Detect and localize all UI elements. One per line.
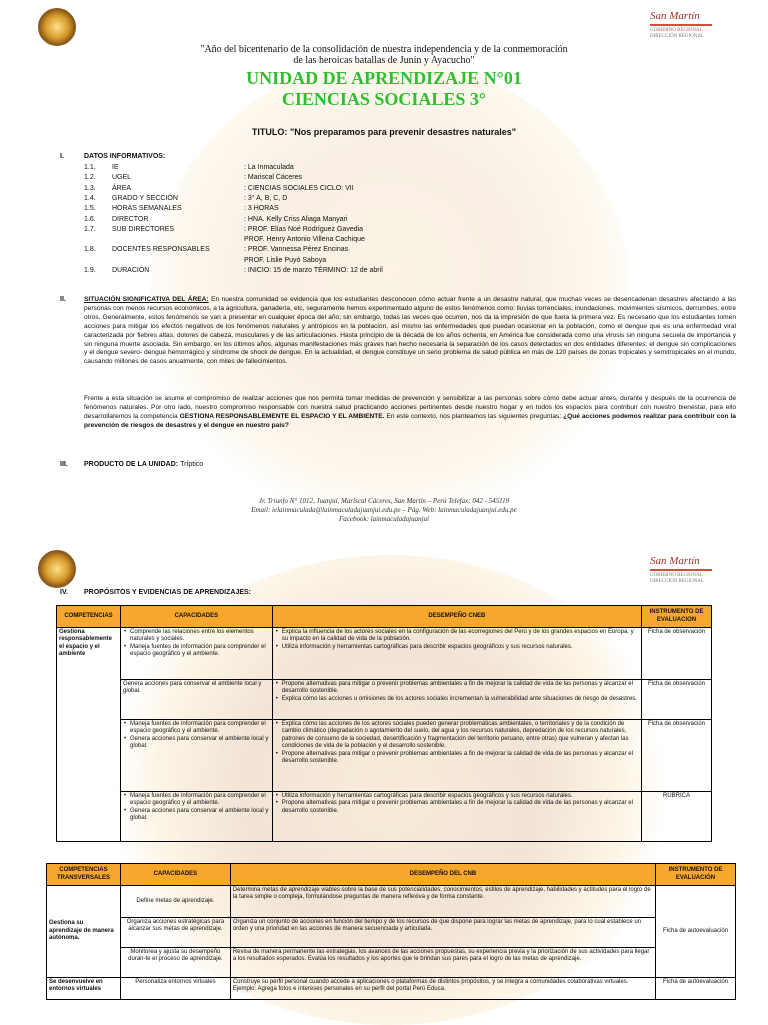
dato-value: PROF. Henry Antonio Villena Cachique bbox=[244, 236, 365, 244]
footer: Jr. Triunfo N° 1012, Juanjuí, Mariscal Cáceres, San Martín – Perú Telefax: 042 - 545119 Email: ielainmaculada@lainmaculadajuanjui.edu.pe – Pág. Web: lainmaculadajuanjui.edu.pe Facebook: lainmaculadajuanjui bbox=[251, 497, 517, 523]
capacidad-cell: Personaliza entornos virtuales bbox=[120, 978, 230, 1000]
col-header: INSTRUMENTO DE EVALUACION bbox=[642, 606, 712, 628]
instrumento-cell: RUBRICA bbox=[642, 792, 712, 842]
col-header: INSTRUMENTO DE EVALUACIÓN bbox=[656, 864, 736, 886]
capacidades-cell: • Maneja fuentes de información para comprender el espacio geográfico y el ambiente. • Genera acciones para conservar el ambiente local y global. bbox=[120, 720, 272, 792]
dato-number: 1.2. bbox=[84, 174, 96, 182]
dato-label: DIRECTOR bbox=[112, 215, 149, 223]
desempeno-cell: • Explica la influencia de los actores sociales en la configuración de las ecorregiones del Perú y de los grandes espacios en Europa, y su impacto en la calidad de vida de la población. • Utiliza información y herramientas cartográficas para describir espacios geográficos y sus recursos naturales. bbox=[272, 628, 641, 680]
dato-label: SUB DIRECTORES bbox=[112, 225, 175, 233]
table-row bbox=[57, 680, 712, 720]
table-header-row bbox=[47, 864, 736, 886]
instrumento-cell: Ficha de observación bbox=[642, 720, 712, 792]
desempeno-cell: • Propone alternativas para mitigar o prevenir problemas ambientales a fin de mejorar la calidad de vida de las personas y alcanzar el desarrollo sostenible. • Explica cómo las acciones u omisiones de los actores sociales incrementan la vulnerabilidad ante situaciones de riesgo de desastres. bbox=[272, 680, 641, 720]
desempeno-cell: Revisa de manera permanente las estrategias, los avances de las acciones propuestas, su experiencia previa y la priorización de sus actividades para llegar a los resultados esperados. Evalúa los resultados y los aportes que le brindan sus pares para el logro de las metas de aprendizaje. bbox=[230, 948, 655, 978]
school-logo bbox=[38, 550, 76, 588]
unit-subtitle: CIENCIAS SOCIALES 3° bbox=[281, 89, 487, 109]
school-logo bbox=[38, 8, 76, 46]
capacidad-cell: Monitorea y ajusta su desempeño duran-te el proceso de aprendizaje. bbox=[120, 948, 230, 978]
competencia-cell: Gestiona responsablemente el espacio y el ambiente bbox=[57, 628, 121, 842]
dato-value: : INICIO: 15 de marzo TÉRMINO: 12 de abril bbox=[244, 267, 383, 274]
table-row bbox=[57, 628, 712, 680]
dato-label: DOCENTES RESPONSABLES bbox=[112, 246, 210, 254]
dato-number: 1.6. bbox=[84, 215, 96, 223]
dato-number: 1.4. bbox=[84, 194, 96, 202]
desempeno-cell: Organiza un conjunto de acciones en función del tiempo y de los recursos de que dispone para lograr las metas de aprendizaje, para lo cual establece un orden y una prioridad en las acciones de manera secuenciada y articulada. bbox=[230, 918, 655, 948]
capacidades-cell: • Maneja fuentes de información para comprender el espacio geográfico y el ambiente. • Genera acciones para conservar el ambiente local y global. bbox=[120, 792, 272, 842]
region-logo: San Martín GOBIERNO REGIONAL DIRECCIÓN REGIONAL bbox=[650, 10, 712, 40]
dato-value: : PROF. Vannessa Pérez Encinas bbox=[244, 246, 349, 254]
competencia-cell: Gestiona su aprendizaje de manera autónoma. bbox=[47, 886, 121, 978]
titulo: TITULO: "Nos preparamos para prevenir desastres naturales" bbox=[251, 127, 517, 137]
dato-value: : HNA. Kelly Criss Aliaga Manyari bbox=[244, 215, 348, 223]
dato-number: 1.9. bbox=[84, 267, 96, 274]
dato-label: IE bbox=[112, 164, 119, 171]
dato-value: PROF. Lislie Puyó Saboya bbox=[244, 256, 327, 264]
col-header: COMPETENCIAS TRANSVERSALES bbox=[47, 864, 121, 886]
desempeno-cell: • Utiliza información y herramientas cartográficas para describir espacios geográficos y sus recursos naturales. • Propone alternativas para mitigar o prevenir problemas ambientales a fin de mejorar la calidad de vida de las personas y alcanzar el desarrollo sostenible. bbox=[272, 792, 641, 842]
section-3-number: III. bbox=[60, 461, 68, 468]
dato-label: UGEL bbox=[112, 174, 132, 182]
instrumento-cell: Ficha de observación bbox=[642, 628, 712, 680]
table-row bbox=[57, 720, 712, 792]
section-4-title: PROPÓSITOS Y EVIDENCIAS DE APRENDIZAJES: bbox=[84, 589, 252, 596]
col-header: CAPACIDADES bbox=[120, 606, 272, 628]
desempeno-cell: • Explica cómo las acciones de los actores sociales pueden generar problemáticas ambientales, o territoriales y de la condición de cambio climático (degradación o agotamiento del suelo, del agua y los recursos naturales, depredación de los recursos naturales, patrones de consumo de la sociedad, desertificación y fragmentación del territorio peruano, entre otras) que vulneran y afectan las condiciones de vida de la población y el desarrollo sostenible. • Propone alternativas para mitigar o prevenir problemas ambientales a fin de mejorar la calidad de vida de las personas y alcanzar el desarrollo sostenible. bbox=[272, 720, 641, 792]
section-3: PRODUCTO DE LA UNIDAD: Tríptico bbox=[84, 461, 204, 468]
capacidad-cell: Organiza acciones estratégicas para alcanzar sus metas de aprendizaje. bbox=[120, 918, 230, 948]
competencia-cell: Se desenvuelve en entornos virtuales bbox=[47, 978, 121, 1000]
instrumento-cell: Ficha de autoevaluación bbox=[656, 978, 736, 1000]
situacion-p1: SITUACIÓN SIGNIFICATIVA DEL ÁREA: En nuestra comunidad se evidencia que los estudiantes desconocen cómo actuar frente a un desastre natural, que muchas veces se desencadenan desastres afectando a las personas con menos recursos económicos, a la agricultura, ganadería, etc, seguramente hemos experimentado alguno de estos fenómenos como: lluvias torrenciales, inundaciones, movimientos sísmicos, derrumbes, entre otros. Generalmente, estos fenómenos se van a presentar en cualquier época del año; sin embargo, todas las veces que ocurren, nos da la impresión de que fuera la primera vez. Es necesario que los estudiantes tomen acciones para mitigar los efectos negativos de los fenómenos naturales y antrópicos en la población, así mismo las enfermedades que puedan ocasionar en la población, como el dengue que es una enfermedad viral caracterizada por fiebres altas, dolores de cabeza, musculares y de las articulaciones. Hasta principio de la década de los años ochenta, en América fue considerada como una virosis sin ninguna secuela de importancia y sin ninguna muerte asociada. Sin embargo, en los últimos años, algunas manifestaciones más graves han hecho necesaria la separación de los casos detectados en dos entidades diferentes: el dengue sin complicaciones y el dengue severo- dengue hemorrágico y síndrome de shock de dengue. En la actualidad, el dengue constituye un serio problema de salud pública en más de 120 países de zonas tropicales y semitropicales en el mundo, causando millones de casos anualmente, con miles de fallecimientos. bbox=[84, 296, 737, 366]
col-header: DESEMPEÑO DEL CNB bbox=[230, 864, 655, 886]
table-row bbox=[47, 918, 736, 948]
section-4-number: IV. bbox=[60, 589, 68, 596]
situacion-p2: Frente a esta situación se asume el compromiso de realizar acciones que nos permita tomar medidas de prevención y sensibilizar a las personas sobre cómo debe actuar antes, durante y después de la ocurrencia de fenómenos naturales. Por otro lado, nuestro compromiso responsable con nuestra salud practicando acciones pertinentes desde nuestro hogar y en todos los espacios para contribuir con nuestro bienestar, para ello desarrollaremos la competencia GESTIONA RESPONSABLEMENTE EL ESPACIO Y EL AMBIENTE. En este contexto, nos planteamos las siguientes preguntas: ¿Qué acciones podemos realizar para contribuir con la prevención de riesgos de desastres y el dengue en nuestro país? bbox=[84, 395, 736, 429]
dato-number: 1.8. bbox=[84, 246, 96, 254]
table-row bbox=[47, 978, 736, 1000]
dato-label: HORAS SEMANALES bbox=[112, 205, 182, 213]
dato-number: 1.5. bbox=[84, 205, 96, 213]
section-1-title: DATOS INFORMATIVOS: bbox=[84, 153, 166, 160]
col-header: CAPACIDADES bbox=[120, 864, 230, 886]
col-header: COMPETENCIAS bbox=[57, 606, 121, 628]
dato-value: : La Inmaculada bbox=[244, 164, 294, 171]
dato-label: DURACIÓN bbox=[112, 267, 150, 274]
dato-number: 1.7. bbox=[84, 225, 96, 233]
desempeno-cell: Determina metas de aprendizaje viables sobre la base de sus potencialidades, conocimientos, estilos de aprendizaje, habilidades y actitudes para el logro de la tarea simple o compleja, formulándose preguntas de manera reflexiva y de forma constante. bbox=[230, 886, 655, 918]
table-header-row bbox=[57, 606, 712, 628]
section-1-number: I. bbox=[60, 153, 64, 160]
unit-title: UNIDAD DE APRENDIZAJE N°01 bbox=[246, 68, 522, 88]
competencias-table bbox=[56, 605, 712, 842]
dato-value: : 3° A, B, C, D bbox=[244, 194, 288, 202]
capacidad-cell: Define metas de aprendizaje. bbox=[120, 886, 230, 918]
region-logo: San Martín GOBIERNO REGIONAL DIRECCIÓN REGIONAL bbox=[650, 555, 712, 585]
motto: "Año del bicentenario de la consolidación de nuestra independencia y de la conmemoración de las heroicas batallas de Junín y Ayacucho" bbox=[200, 44, 568, 66]
capacidades-cell: • Comprende las relaciones entre los elementos naturales y sociales. • Maneja fuentes de información para comprender el espacio geográfico y el ambiente. bbox=[120, 628, 272, 680]
table-row bbox=[57, 792, 712, 842]
dato-value: : CIENCIAS SOCIALES CICLO: VII bbox=[244, 184, 354, 192]
page-2 bbox=[0, 545, 768, 1024]
table-row bbox=[47, 948, 736, 978]
dato-label: ÁREA bbox=[112, 184, 132, 192]
competencias-transversales-table bbox=[46, 863, 736, 1000]
capacidades-cell: Genera acciones para conservar el ambiente local y global. bbox=[120, 680, 272, 720]
desempeno-cell: Construye su perfil personal cuando accede a aplicaciones o plataformas de distintos propósitos, y se integra a comunidades colaborativas virtuales. Ejemplo: Agrega fotos e intereses personales en su perfil del portal Perú Educa. bbox=[230, 978, 655, 1000]
dato-number: 1.1. bbox=[84, 164, 96, 171]
col-header: DESEMPEÑO CNEB bbox=[272, 606, 641, 628]
dato-label: GRADO Y SECCIÓN bbox=[112, 194, 178, 202]
dato-number: 1.3. bbox=[84, 184, 96, 192]
section-2-number: II. bbox=[60, 296, 66, 303]
instrumento-cell: Ficha de observación bbox=[642, 680, 712, 720]
instrumento-cell: Ficha de autoevaluación bbox=[656, 886, 736, 978]
table-row bbox=[47, 886, 736, 918]
dato-value: : 3 HORAS bbox=[244, 205, 279, 213]
dato-value: : PROF. Elías Noé Rodríguez Gavedia bbox=[244, 225, 364, 233]
dato-value: : Mariscal Cáceres bbox=[244, 174, 302, 182]
